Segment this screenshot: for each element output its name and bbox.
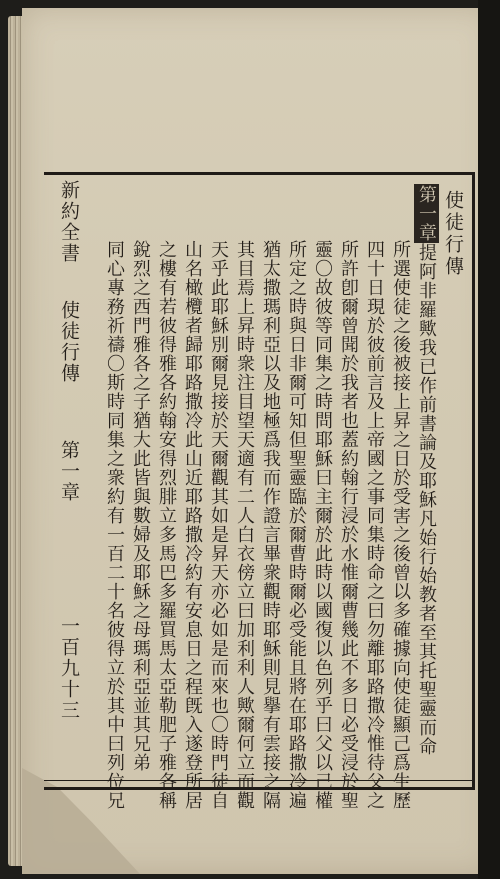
page-number: 一百九十三 [58, 616, 80, 721]
body-column-1-text: 提阿非羅歟我已作前書論及耶穌凡始行始教者至其托聖靈而命 [416, 243, 437, 756]
body-column-8: 其目焉上昇時衆注目望天適有二人白衣傍立曰加利利人歟爾何立而觀 [234, 240, 255, 810]
margin-running-title: 使徒行傳 [58, 300, 80, 384]
body-column-4: 所許卽爾曾聞於我者也蓋約翰行浸於水惟爾曹幾此不多日必受浸於聖 [338, 240, 359, 810]
body-column-11: 之樓有若彼得雅各約翰安得烈腓立多馬巴多羅買馬太亞勒肥子雅各稱 [156, 240, 177, 810]
margin-book-title: 新約全書 [58, 180, 80, 264]
body-column-5: 靈〇故彼等同集之時問耶穌曰主爾於此時以國復以色列乎曰父以己權 [312, 240, 333, 810]
body-column-7: 猶太撒瑪利亞以及地極爲我而作證言畢衆觀時耶穌則見擧有雲接之隔 [260, 240, 281, 810]
body-column-12: 銳烈之西門雅各之子猶大此皆與數婦及耶穌之母瑪利亞並其兄弟 [130, 240, 151, 772]
margin-chapter: 第一章 [58, 440, 80, 503]
chapter-marker: 第一章 [416, 185, 437, 242]
body-column-6: 所定之時與日非爾可知但聖靈臨於爾曹時爾必受能且將在耶路撒冷遍 [286, 240, 307, 810]
body-column-9: 天乎此耶穌別爾見接於天爾觀其如是昇天亦必如是而來也〇時門徒自 [208, 240, 229, 810]
body-column-2: 所選使徒之後被接上昇之日於受害之後曾以多確據向使徒顯己爲生歷 [390, 240, 411, 810]
book-title-column: 使徒行傳 [442, 190, 464, 278]
body-column-10: 山名橄欖者歸耶路撒冷此山近耶路撒冷約有安息日之程旣入遂登所居 [182, 240, 203, 810]
body-column-13: 同心專務祈禱〇斯時同集之衆約有一百二十名彼得立於其中曰列位兄 [104, 240, 125, 810]
body-column-3: 四十日現於彼前言及上帝國之事同集時命之曰勿離耶路撒冷惟待父之 [364, 240, 385, 810]
book-right-edge-shadow [478, 0, 500, 879]
body-column-1 [414, 184, 439, 756]
